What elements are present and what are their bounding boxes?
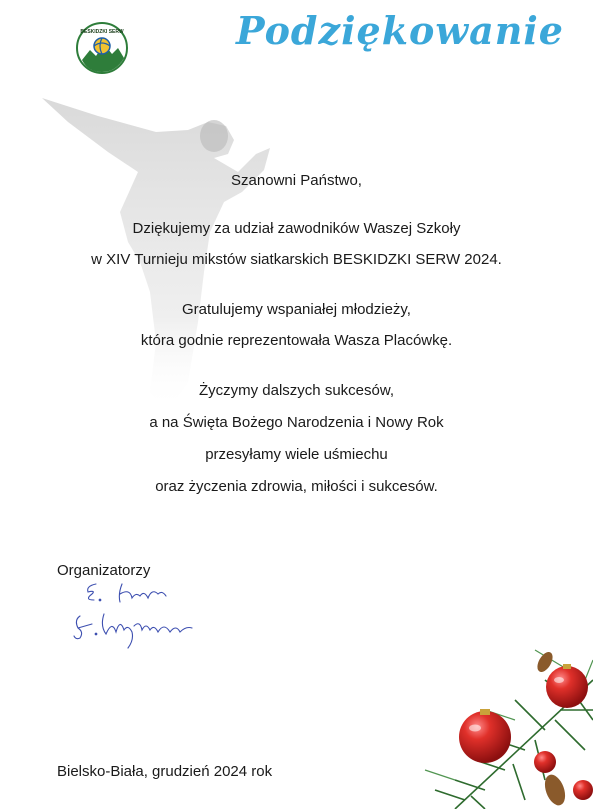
paragraph3-line3: przesyłamy wiele uśmiechu	[205, 446, 388, 463]
organizers-label: Organizatorzy	[57, 562, 151, 579]
paragraph2-line1: Gratulujemy wspaniałej młodzieży,	[182, 301, 411, 318]
greeting: Szanowni Państwo,	[231, 172, 362, 189]
paragraph3-line1: Życzymy dalszych sukcesów,	[198, 382, 395, 399]
paragraph2-line2: która godnie reprezentowała Wasza Placówkę.	[140, 332, 453, 349]
christmas-decoration-icon	[395, 640, 593, 809]
page-title: Podziękowanie	[236, 8, 564, 53]
paragraph1-line1: Dziękujemy za udział zawodników Waszej Szkoły	[132, 220, 461, 237]
place-date: Bielsko-Biała, grudzień 2024 rok	[57, 763, 273, 780]
volleyball-logo-icon	[76, 22, 128, 74]
handwritten-signatures	[70, 580, 220, 650]
logo-text: BESKIDZKI SERW	[80, 29, 124, 35]
paragraph3-line4: oraz życzenia zdrowia, miłości i sukcesów.	[155, 478, 438, 495]
paragraph1-line2: w XIV Turnieju mikstów siatkarskich BESKIDZKI SERW 2024.	[91, 251, 502, 268]
paragraph3-line2: a na Święta Bożego Narodzenia i Nowy Rok	[149, 414, 444, 431]
